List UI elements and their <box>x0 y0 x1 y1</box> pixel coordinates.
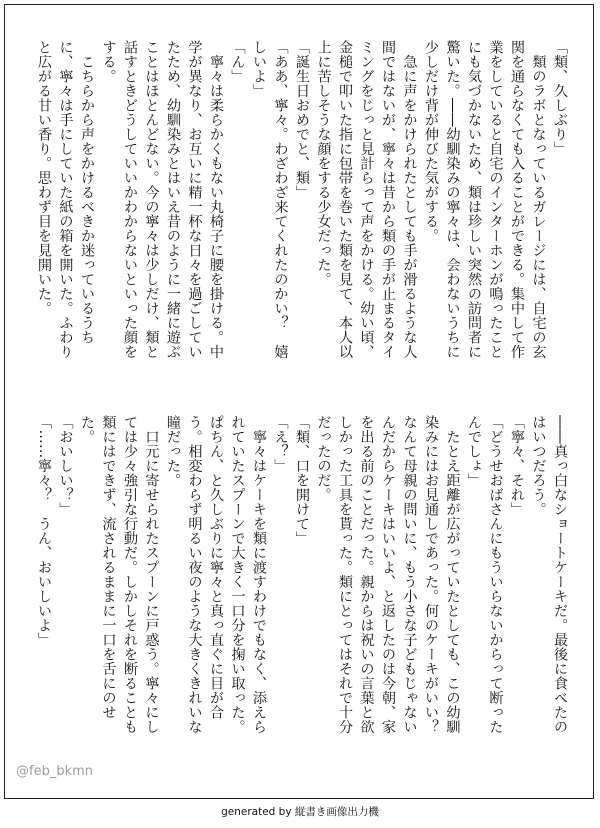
paragraph: 類のラボとなっているガレージには、自宅の玄関を通らなくても入ることができる。集中して作業をしていると自宅のインターホンが鳴ったことにも気づかないため、類は珍しい突然の訪問者に驚いた。――幼馴染みの寧々は、会わないうちに少しだけ背が伸びた気がする。 <box>423 40 547 359</box>
paragraph: 「……寧々？ うん、おいしいよ」 <box>36 415 52 647</box>
paragraph: 「類、口を開けて」 <box>294 415 310 546</box>
paragraph: 「ああ、寧々。わざわざ来てくれたのかい？ 嬉しいよ」 <box>251 40 289 359</box>
paragraph: こちらから声をかけるべきか迷っているうちに、寧々は手にしていた紙の箱を開いた。ふわりと広がる甘い香り。思わず目を見開いた。 <box>36 40 95 359</box>
paragraph: 寧々は柔らかくもない丸椅子に腰を掛ける。中学が異なり、お互いに精一杯な日々を過ごしていたため、幼馴染みとはいえ昔のように一緒に遊ぶことはほとんどない。今の寧々は少しだけ、類と話すときどうしていいかわからないといった顔をする。 <box>100 40 224 359</box>
paragraph: 「おいしい？」 <box>57 415 74 517</box>
generator-footer: generated by 縦書き画像出力機 <box>221 806 379 818</box>
paragraph: 口元に寄せられたスプーンに戸惑う。寧々にしては少々強引な行動だ。しかしそれを断ることも類にはできず、流されるままに一口を舌にのせた。 <box>79 415 160 734</box>
text-column-bottom <box>36 415 570 749</box>
paragraph: 「ん」 <box>229 40 246 84</box>
paragraph: 「え？」 <box>272 415 289 473</box>
paragraph: 急に声をかけられたとしても手が滑るような人間ではないが、寧々は昔から類の手が止まるタイミングをじっと見計らって声をかける。幼い頃、金槌で叩いた指に包帯を巻いた類を見て、本人以上に苦しそうな顔をする少女だった。 <box>315 40 418 359</box>
paragraph: 寧々はケーキを類に渡すわけでもなく、添えられていたスプーンで大きく一口分を掬い取った。ぱちん、と久しぶりに寧々と真っ直ぐに目が合う。相変わらず明るい夜のような大きくきれいな瞳だった。 <box>165 415 267 734</box>
paragraph: 「どうせおばさんにもういらないからって断ったんでしょ」 <box>466 415 504 734</box>
paragraph: 「誕生日おめでと、類」 <box>294 40 310 200</box>
paragraph: たとえ距離が広がっていたとしても、この幼馴染みにはお見通しであった。何のケーキがいい？ なんて母親の問いに、もう小さな子どもじゃないんだからケーキはいいよ、と返したのは今朝、家を出る前のことだった。親からは祝いの言葉と欲しかった工具を貰った。類にとってはそれで十分だったのだ。 <box>315 415 461 749</box>
text-column-top <box>36 40 570 370</box>
paragraph: 「類、久しぶり」 <box>552 40 568 156</box>
paragraph: 「寧々、それ」 <box>509 415 525 517</box>
author-watermark: @feb_bkmn <box>16 764 94 779</box>
paragraph: ――真っ白なショートケーキだ。最後に食べたのはいつだろう。 <box>530 415 568 734</box>
